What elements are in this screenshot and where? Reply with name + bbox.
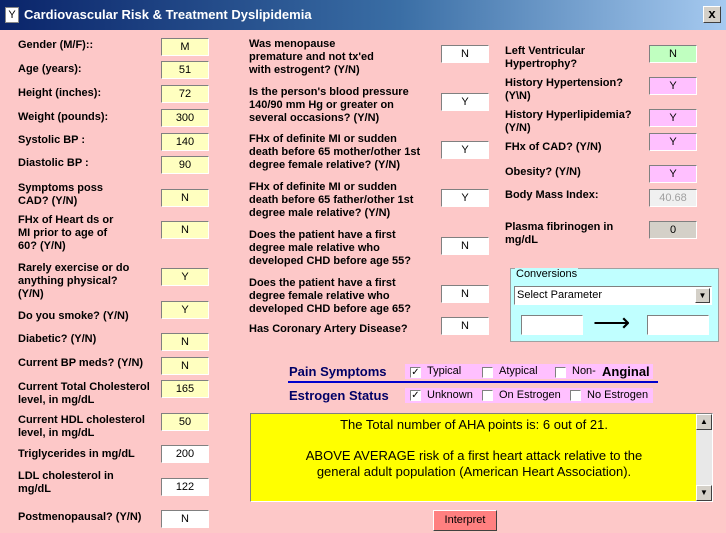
on-estrogen-checkbox[interactable] <box>482 390 493 401</box>
lvh-label: Left Ventricular Hypertrophy? <box>505 45 586 70</box>
parameter-select-value: Select Parameter <box>517 289 602 301</box>
gender-field[interactable]: M <box>161 38 209 56</box>
bmi-label: Body Mass Index: <box>505 189 599 201</box>
fhx-heart-label: FHx of Heart ds or MI prior to age of 60? (Y/N) <box>18 214 114 252</box>
pain-atypical-checkbox[interactable] <box>482 367 493 378</box>
exercise-field[interactable]: Y <box>161 268 209 286</box>
history-hypertension-label: History Hypertension? (Y\N) <box>505 77 623 102</box>
age-field[interactable]: 51 <box>161 61 209 79</box>
total-cholesterol-field[interactable]: 165 <box>161 380 209 398</box>
systolic-label: Systolic BP : <box>18 134 86 146</box>
obesity-field[interactable]: Y <box>649 165 697 183</box>
conversion-output[interactable] <box>647 315 709 335</box>
exercise-label: Rarely exercise or do anything physical? (Y/N) <box>18 262 130 300</box>
ldl-label: LDL cholesterol in mg/dL <box>18 470 114 495</box>
gender-label: Gender (M/F):: <box>18 39 94 51</box>
bp-meds-label: Current BP meds? (Y/N) <box>18 357 144 369</box>
on-estrogen-label: On Estrogen <box>499 389 561 401</box>
result-scrollbar[interactable] <box>696 414 712 501</box>
fhx-father-field[interactable]: Y <box>441 189 489 207</box>
pain-typical-label: Typical <box>427 365 462 377</box>
result-risk-line2: general adult population (American Heart Association). <box>316 464 632 479</box>
estrogen-unknown-checkbox[interactable]: ✓ <box>411 390 420 401</box>
pain-non-checkbox[interactable] <box>555 367 566 378</box>
fhx-heart-field[interactable]: N <box>161 221 209 239</box>
lvh-field[interactable]: N <box>649 45 697 63</box>
ldl-field[interactable]: 122 <box>161 478 209 496</box>
bp-greater-field[interactable]: Y <box>441 93 489 111</box>
estrogen-status-title: Estrogen Status <box>289 388 389 403</box>
menopause-premature-label: Was menopause premature and not tx'ed with estrogent? (Y/N) <box>249 38 374 76</box>
pain-symptoms-title: Pain Symptoms <box>289 364 387 379</box>
postmenopausal-field[interactable]: N <box>161 510 209 528</box>
symptoms-cad-label: Symptoms poss CAD? (Y/N) <box>18 182 103 207</box>
diastolic-label: Diastolic BP : <box>18 157 89 169</box>
fibrinogen-label: Plasma fibrinogen in mg/dL <box>505 221 614 246</box>
history-hyperlipidemia-field[interactable]: Y <box>649 109 697 127</box>
diabetic-label: Diabetic? (Y/N) <box>18 333 97 345</box>
smoke-field[interactable]: Y <box>161 301 209 319</box>
result-textbox[interactable] <box>250 413 713 502</box>
fhx-cad-field[interactable]: Y <box>649 133 697 151</box>
triglycerides-label: Triglycerides in mg/dL <box>18 448 135 460</box>
smoke-label: Do you smoke? (Y/N) <box>18 310 129 322</box>
menopause-premature-field[interactable]: N <box>441 45 489 63</box>
fhx-cad-label: FHx of CAD? (Y/N) <box>505 141 602 153</box>
triglycerides-field[interactable]: 200 <box>161 445 209 463</box>
postmenopausal-label: Postmenopausal? (Y/N) <box>18 511 142 523</box>
anginal-label: Anginal <box>602 364 650 379</box>
app-icon: Y <box>5 7 19 23</box>
parameter-select[interactable] <box>514 286 712 305</box>
conversion-input[interactable] <box>521 315 583 335</box>
arrow-right-icon: ⟶ <box>593 307 631 337</box>
male-relative-chd-label: Does the patient have a first degree male relative who developed CHD before age 55? <box>249 229 411 267</box>
title-bar <box>0 0 726 30</box>
systolic-field[interactable]: 140 <box>161 133 209 151</box>
diastolic-field[interactable]: 90 <box>161 156 209 174</box>
window-title: Cardiovascular Risk & Treatment Dyslipidemia <box>24 7 312 22</box>
bp-greater-label: Is the person's blood pressure 140/90 mm Hg or greater on several occasions? (Y/N) <box>249 86 409 124</box>
diabetic-field[interactable]: N <box>161 333 209 351</box>
pain-atypical-label: Atypical <box>499 365 538 377</box>
scroll-down-icon[interactable]: ▼ <box>696 485 712 501</box>
fhx-mother-label: FHx of definite MI or sudden death before 65 mother/other 1st degree female relative? (Y/N) <box>249 133 421 171</box>
conversions-legend: Conversions <box>516 268 578 280</box>
cad-field[interactable]: N <box>441 317 489 335</box>
chevron-down-icon[interactable]: ▼ <box>695 288 710 303</box>
total-cholesterol-label: Current Total Cholesterol level, in mg/dL <box>18 381 150 406</box>
fhx-mother-field[interactable]: Y <box>441 141 489 159</box>
history-hypertension-field[interactable]: Y <box>649 77 697 95</box>
pain-non-label: Non- <box>572 365 596 377</box>
age-label: Age (years): <box>18 63 82 75</box>
result-points: The Total number of AHA points is: 6 out of 21. <box>340 417 608 432</box>
no-estrogen-label: No Estrogen <box>587 389 649 401</box>
obesity-label: Obesity? (Y/N) <box>505 166 581 178</box>
weight-field[interactable]: 300 <box>161 109 209 127</box>
no-estrogen-checkbox[interactable] <box>570 390 581 401</box>
bmi-field: 40.68 <box>649 189 697 207</box>
female-relative-chd-label: Does the patient have a first degree female relative who developed CHD before age 65? <box>249 277 411 315</box>
hdl-field[interactable]: 50 <box>161 413 209 431</box>
cad-label: Has Coronary Artery Disease? <box>249 323 408 335</box>
male-relative-chd-field[interactable]: N <box>441 237 489 255</box>
history-hyperlipidemia-label: History Hyperlipidemia? (Y/N) <box>505 109 632 134</box>
estrogen-unknown-label: Unknown <box>427 389 473 401</box>
height-label: Height (inches): <box>18 87 102 99</box>
scroll-up-icon[interactable]: ▲ <box>696 414 712 430</box>
symptoms-cad-field[interactable]: N <box>161 189 209 207</box>
conversions-group <box>510 268 719 342</box>
weight-label: Weight (pounds): <box>18 111 109 123</box>
fibrinogen-field[interactable]: 0 <box>649 221 697 239</box>
bp-meds-field[interactable]: N <box>161 357 209 375</box>
pain-typical-checkbox[interactable]: ✓ <box>411 367 420 378</box>
hdl-label: Current HDL cholesterol level, in mg/dL <box>18 414 145 439</box>
close-button[interactable]: x <box>703 6 721 23</box>
height-field[interactable]: 72 <box>161 85 209 103</box>
interpret-button[interactable]: Interpret <box>433 510 497 531</box>
female-relative-chd-field[interactable]: N <box>441 285 489 303</box>
result-risk-line1: ABOVE AVERAGE risk of a first heart attack relative to the <box>305 448 643 463</box>
divider <box>288 381 658 383</box>
fhx-father-label: FHx of definite MI or sudden death before 65 father/other 1st degree male relative? (Y/N) <box>249 181 414 219</box>
